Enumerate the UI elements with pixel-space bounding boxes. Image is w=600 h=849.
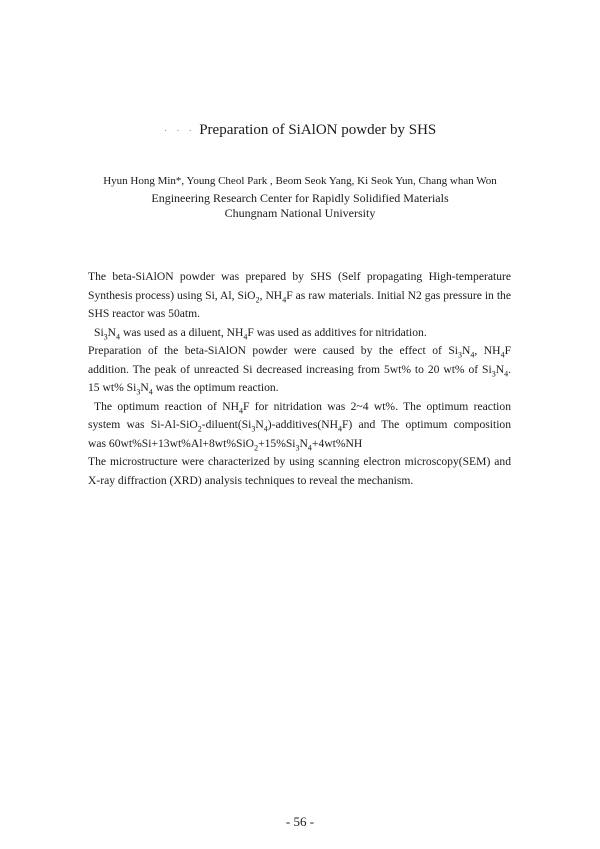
- page-number: - 56 -: [285, 814, 315, 829]
- paragraph-2: $Si_3N_4$ was used as a diluent, $NH_4F$ was used as additives for nitridation.: [94, 325, 427, 341]
- affiliation-center: Engineering Research Center for Rapidly Solidified Materials: [151, 191, 449, 205]
- paragraph-1: The beta-SiAlON powder was prepared by SHS (Self propagating High-temperature Synthesis process) using Si, Al, SiO$_2$, $NH_4F$ as raw materials. Initial N2 gas pressure in the SHS reactor was 50atm.: [88, 270, 511, 320]
- author-list: Hyun Hong Min*, Young Cheol Park , Beom Seok Yang, Ki Seok Yun, Chang whan Won: [103, 175, 497, 187]
- title-row: [0, 121, 600, 139]
- paragraph-4: The optimum reaction of $NH_4F$ for nitridation was 2~4 wt%. The optimum reaction system was $Si-Al-SiO_2-diluent(Si_3N_4)-additives(NH_4F)$ and The optimum composition was $60wt\%Si+13wt\%Al+8wt\%SiO_2+15\%Si_3N_4+4wt\%NH$: [88, 399, 512, 452]
- affiliation-university: Chungnam National University: [224, 206, 376, 220]
- abstract-body: [88, 268, 511, 490]
- paragraph-3: Preparation of the beta-SiAlON powder were caused by the effect of $Si_3N_4$, $NH_4F$ addition. The peak of unreacted Si decreased increasing from 5wt% to 20 wt% of $Si_3N_4$. 15 wt% $Si_3N_4$ was the optimum reaction.: [88, 344, 512, 397]
- paragraph-5: The microstructure were characterized by using scanning electron microscopy(SEM) and X-ray diffraction (XRD) analysis techniques to reveal the mechanism.: [88, 455, 511, 487]
- title-marks: · · ·: [163, 125, 196, 137]
- paper-title: Preparation of SiAlON powder by SHS: [199, 122, 437, 138]
